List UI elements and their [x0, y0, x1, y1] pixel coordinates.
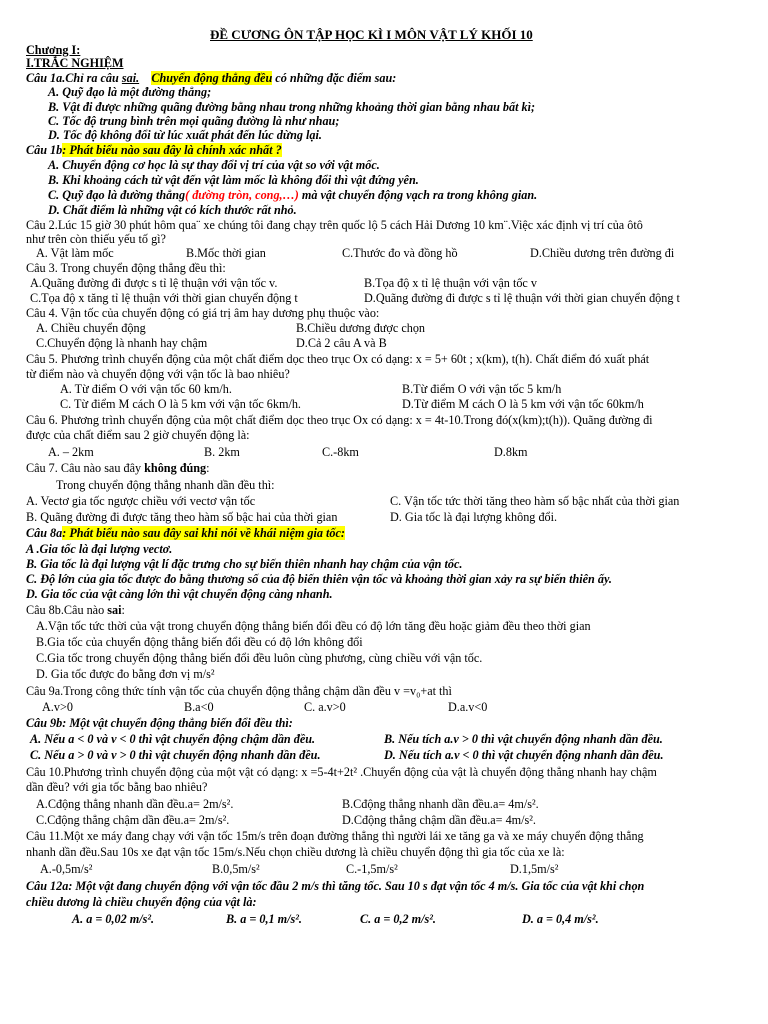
- q1a-text2: có những đặc điểm sau:: [272, 71, 397, 85]
- q3-option-d: D.Quãng đường đi được s tỉ lệ thuận với thời gian chuyển động t: [364, 291, 680, 305]
- q11-line2: nhanh dần đều.Sau 10s xe đạt vận tốc 15m/s.Nếu chọn chiều dương là chiều chuyển động thì gia tốc của xe là:: [26, 845, 565, 859]
- q1b-option-c-red: ( đường tròn, cong,…): [185, 188, 299, 202]
- q10-line1: Câu 10.Phương trình chuyển động của một vật có dạng: x =5-4t+2t² .Chuyển động của vật là chuyển động thẳng nhanh hay chậm: [26, 765, 657, 779]
- q1b-prefix: Câu 1b: [26, 143, 63, 157]
- q8b-option-b: B.Gia tốc của chuyển động thẳng biến đổi đều có độ lớn không đổi: [36, 635, 363, 649]
- q1b-option-b: B. Khi khoảng cách từ vật đến vật làm mốc là không đổi thì vật đứng yên.: [48, 173, 419, 187]
- q9a-option-b: B.a<0: [184, 700, 214, 714]
- q1b-option-a: A. Chuyển động cơ học là sự thay đổi vị trí của vật so với vật mốc.: [48, 158, 380, 172]
- q12a-option-b: B. a = 0,1 m/s².: [226, 912, 302, 926]
- q8a-option-b: B. Gia tốc là đại lượng vật lí đặc trưng cho sự biến thiên nhanh hay chậm của vận tốc.: [26, 557, 463, 571]
- q6-option-d: D.8km: [494, 445, 528, 459]
- q1b-highlight: : Phát biểu nào sau đây là chính xác nhất ?: [62, 143, 282, 157]
- q8a-stem: [26, 526, 345, 540]
- q1b-option-c: [48, 188, 537, 202]
- q3-stem: Câu 3. Trong chuyển động thẳng đều thì:: [26, 261, 226, 275]
- q9b-stem: Câu 9b: Một vật chuyển động thẳng biến đổi đều thì:: [26, 716, 293, 730]
- q2-line1: Câu 2.Lúc 15 giờ 30 phút hôm qua¨ xe chúng tôi đang chạy trên quốc lộ 5 cách Hải Dương 10 km¨.Việc xác định vị trí của ôtô: [26, 218, 643, 232]
- q1a-option-d: D. Tốc độ không đổi từ lúc xuất phát đến lúc dừng lại.: [48, 128, 322, 142]
- q8b-stem: [26, 603, 125, 617]
- q7-stem-text1: Câu 7. Câu nào sau đây: [26, 461, 145, 475]
- q1b-option-c-text2: mà vật chuyển động vạch ra trong không gian.: [298, 188, 538, 202]
- q8b-stem-bold: sai: [107, 603, 122, 617]
- q12a-line1: Câu 12a: Một vật đang chuyển động với vận tốc đầu 2 m/s thì tăng tốc. Sau 10 s đạt vận tốc 4 m/s. Gia tốc của vật khi chọn: [26, 879, 645, 893]
- q10-option-c: C.Cđộng thẳng chậm dần đều.a= 2m/s².: [36, 813, 230, 827]
- q1b-option-d: D. Chất điểm là những vật có kích thước rất nhỏ.: [48, 203, 297, 217]
- q1a-stem: [26, 71, 396, 85]
- q12a-option-d: D. a = 0,4 m/s².: [522, 912, 599, 926]
- q7-stem-bold: không đúng: [144, 461, 207, 475]
- q7-option-c: C. Vận tốc tức thời tăng theo hàm số bậc nhất của thời gian: [390, 494, 680, 508]
- q6-line2: được của chất điểm sau 2 giờ chuyển động là:: [26, 428, 250, 442]
- q11-line1: Câu 11.Một xe máy đang chạy với vận tốc 15m/s trên đoạn đường thẳng thì người lái xe tăng ga và xe máy chuyển động thẳng: [26, 829, 644, 843]
- q7-option-d: D. Gia tốc là đại lượng không đổi.: [390, 510, 558, 524]
- q9b-option-d: D. Nếu tích a.v < 0 thì vật chuyển động nhanh dần đều.: [384, 748, 664, 762]
- q9a-option-c: C. a.v>0: [304, 700, 346, 714]
- q4-option-b: B.Chiều dương được chọn: [296, 321, 426, 335]
- q1a-text1: Chỉ ra câu: [65, 71, 122, 85]
- q7-option-b: B. Quãng đường đi được tăng theo hàm số bậc hai của thời gian: [26, 510, 338, 524]
- q4-option-a: A. Chiều chuyển động: [36, 321, 146, 335]
- q11-option-b: B.0,5m/s²: [212, 862, 260, 876]
- q7-stem-text2: :: [206, 461, 210, 475]
- q7-sub: Trong chuyển động thẳng nhanh dần đều thì:: [56, 478, 275, 492]
- q5-line1: Câu 5. Phương trình chuyển động của một chất điểm dọc theo trục Ox có dạng: x = 5+ 60t ; x(km), t(h). Chất điểm đó xuất phát: [26, 352, 650, 366]
- chapter-heading: Chương I:: [26, 43, 81, 57]
- q5-option-a: A. Từ điểm O với vận tốc 60 km/h.: [60, 382, 232, 396]
- q8a-prefix: Câu 8a: [26, 526, 63, 540]
- q10-option-b: B.Cđộng thẳng nhanh dần đều.a= 4m/s².: [342, 797, 539, 811]
- q10-line2: dần đều? với gia tốc bằng bao nhiêu?: [26, 780, 208, 794]
- q2-option-b: B.Mốc thời gian: [186, 246, 266, 260]
- q9b-option-a: A. Nếu a < 0 và v < 0 thì vật chuyển động chậm dần đều.: [30, 732, 316, 746]
- q4-option-d: D.Cả 2 câu A và B: [296, 336, 387, 350]
- q1a-option-c: C. Tốc độ trung bình trên mọi quãng đường là như nhau;: [48, 114, 340, 128]
- q2-option-c: C.Thước đo và đồng hồ: [342, 246, 458, 260]
- q2-option-a: A. Vật làm mốc: [36, 246, 114, 260]
- q5-option-c: C. Từ điểm M cách O là 5 km với vận tốc 6km/h.: [60, 397, 301, 411]
- q7-option-a: A. Vectơ gia tốc ngược chiều với vectơ vận tốc: [26, 494, 256, 508]
- document-title: ĐỀ CƯƠNG ÔN TẬP HỌC KÌ I MÔN VẬT LÝ KHỐI 10: [210, 27, 533, 42]
- q5-option-d: D.Từ điểm M cách O là 5 km với vận tốc 60km/h: [402, 397, 644, 411]
- q12a-line2: chiều dương là chiều chuyển động của vật là:: [26, 895, 257, 909]
- q4-stem: Câu 4. Vận tốc của chuyển động có giá trị âm hay dương phụ thuộc vào:: [26, 306, 380, 320]
- q5-line2: từ điểm nào và chuyển động với vận tốc là bao nhiêu?: [26, 367, 290, 381]
- q1a-prefix: Câu 1a.: [26, 71, 66, 85]
- q10-option-d: D.Cđộng thẳng chậm dần đều.a= 4m/s².: [342, 813, 536, 827]
- q6-line1: Câu 6. Phương trình chuyển động của một chất điểm dọc theo trục Ox có dạng: x = 4t-10.Trong đó(x(km);t(h)). Quãng đường đi: [26, 413, 653, 427]
- q11-option-a: A.-0,5m/s²: [40, 862, 93, 876]
- q6-option-a: A. – 2km: [48, 445, 94, 459]
- q1a-highlight: Chuyển động thẳng đều: [151, 71, 273, 85]
- q4-option-c: C.Chuyển động là nhanh hay chậm: [36, 336, 208, 350]
- q8a-option-d: D. Gia tốc của vật càng lớn thì vật chuyển động càng nhanh.: [26, 587, 333, 601]
- q8b-option-c: C.Gia tốc trong chuyển động thẳng biến đổi đều luôn cùng phương, cùng chiều với vận tốc.: [36, 651, 483, 665]
- q3-option-a: A.Quãng đường đi được s tỉ lệ thuận với vận tốc v.: [30, 276, 278, 290]
- q1b-option-c-text1: C. Quỹ đạo là đường thẳng: [48, 188, 186, 202]
- q9b-option-c: C. Nếu a > 0 và v > 0 thì vật chuyển động nhanh dần đều.: [30, 748, 321, 762]
- q8b-stem-text2: :: [121, 603, 125, 617]
- q1b-stem: [26, 143, 282, 157]
- q9a-option-a: A.v>0: [42, 700, 73, 714]
- q9a-option-d: D.a.v<0: [448, 700, 488, 714]
- q8b-stem-text1: Câu 8b.Câu nào: [26, 603, 108, 617]
- q2-line2: như trên còn thiếu yếu tố gì?: [26, 232, 166, 246]
- q8a-option-a: A .Gia tốc là đại lượng vectơ.: [26, 542, 173, 556]
- q8a-highlight: : Phát biểu nào sau đây sai khi nói về khái niệm gia tốc:: [62, 526, 345, 540]
- q6-option-b: B. 2km: [204, 445, 240, 459]
- q9b-option-b: B. Nếu tích a.v > 0 thì vật chuyển động nhanh dần đều.: [384, 732, 663, 746]
- q11-option-d: D.1,5m/s²: [510, 862, 559, 876]
- q6-option-c: C.-8km: [322, 445, 359, 459]
- q3-option-c: C.Tọa độ x tăng tỉ lệ thuận với thời gian chuyển động t: [30, 291, 298, 305]
- q1a-option-a: A. Quỹ đạo là một đường thẳng;: [48, 85, 212, 99]
- q12a-option-a: A. a = 0,02 m/s².: [72, 912, 155, 926]
- q12a-option-c: C. a = 0,2 m/s².: [360, 912, 436, 926]
- q8a-option-c: C. Độ lớn của gia tốc được đo bằng thương số của độ biến thiên vận tốc và khoảng thời gian xảy ra sự biến thiên ấy.: [26, 572, 612, 586]
- section-heading: I.TRẮC NGHIỆM: [26, 56, 124, 70]
- q8b-option-d: D. Gia tốc được đo bằng đơn vị m/s²: [36, 667, 215, 681]
- q1a-option-b: B. Vật đi được những quãng đường bằng nhau trong những khoảng thời gian bằng nhau bất kì;: [48, 100, 536, 114]
- q11-option-c: C.-1,5m/s²: [346, 862, 398, 876]
- q7-stem: [26, 461, 210, 475]
- q9a-stem: Câu 9a.Trong công thức tính vận tốc của chuyển động thẳng chậm dần đều v =v₀+at thì: [26, 684, 452, 698]
- q5-option-b: B.Từ điểm O với vận tốc 5 km/h: [402, 382, 562, 396]
- q8b-option-a: A.Vận tốc tức thời của vật trong chuyển động thẳng biến đổi đều có độ lớn tăng đều hoặc giảm đều theo thời gian: [36, 619, 591, 633]
- q3-option-b: B.Tọa độ x tỉ lệ thuận với vận tốc v: [364, 276, 537, 290]
- q2-option-d: D.Chiều dương trên đường đi: [530, 246, 675, 260]
- q1a-sai: sai.: [121, 71, 140, 85]
- q10-option-a: A.Cđộng thẳng nhanh dần đều.a= 2m/s².: [36, 797, 234, 811]
